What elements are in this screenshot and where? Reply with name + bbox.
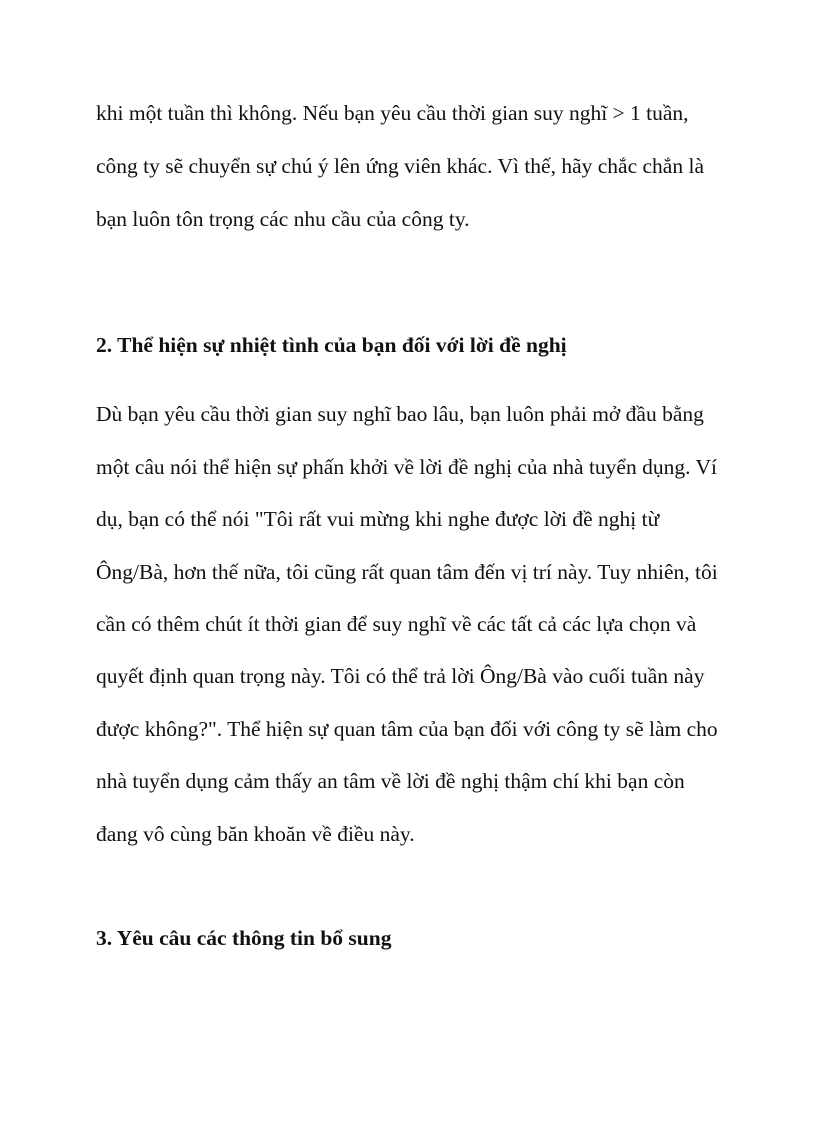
section-heading: 3. Yêu câu các thông tin bổ sung xyxy=(96,926,392,950)
paragraph-line: cần có thêm chút ít thời gian để suy nghĩ về các tất cả các lựa chọn và xyxy=(96,612,697,636)
paragraph-line: đang vô cùng băn khoăn về điều này. xyxy=(96,822,415,846)
paragraph-line: bạn luôn tôn trọng các nhu cầu của công ty. xyxy=(96,207,470,231)
paragraph-line: một câu nói thể hiện sự phấn khởi về lời đề nghị của nhà tuyển dụng. Ví xyxy=(96,455,717,479)
paragraph-line: Dù bạn yêu cầu thời gian suy nghĩ bao lâu, bạn luôn phải mở đầu bằng xyxy=(96,402,704,426)
paragraph-line: được không?". Thể hiện sự quan tâm của bạn đối với công ty sẽ làm cho xyxy=(96,717,718,741)
paragraph-line: quyết định quan trọng này. Tôi có thể trả lời Ông/Bà vào cuối tuần này xyxy=(96,664,705,688)
paragraph-line: Ông/Bà, hơn thế nữa, tôi cũng rất quan tâm đến vị trí này. Tuy nhiên, tôi xyxy=(96,560,718,584)
paragraph-line: dụ, bạn có thể nói "Tôi rất vui mừng khi nghe được lời đề nghị từ xyxy=(96,507,660,531)
paragraph-line: công ty sẽ chuyển sự chú ý lên ứng viên khác. Vì thế, hãy chắc chắn là xyxy=(96,154,704,178)
paragraph-line: khi một tuần thì không. Nếu bạn yêu cầu thời gian suy nghĩ > 1 tuần, xyxy=(96,101,689,125)
section-heading: 2. Thể hiện sự nhiệt tình của bạn đối với lời đề nghị xyxy=(96,333,567,357)
paragraph-line: nhà tuyển dụng cảm thấy an tâm về lời đề nghị thậm chí khi bạn còn xyxy=(96,769,685,793)
